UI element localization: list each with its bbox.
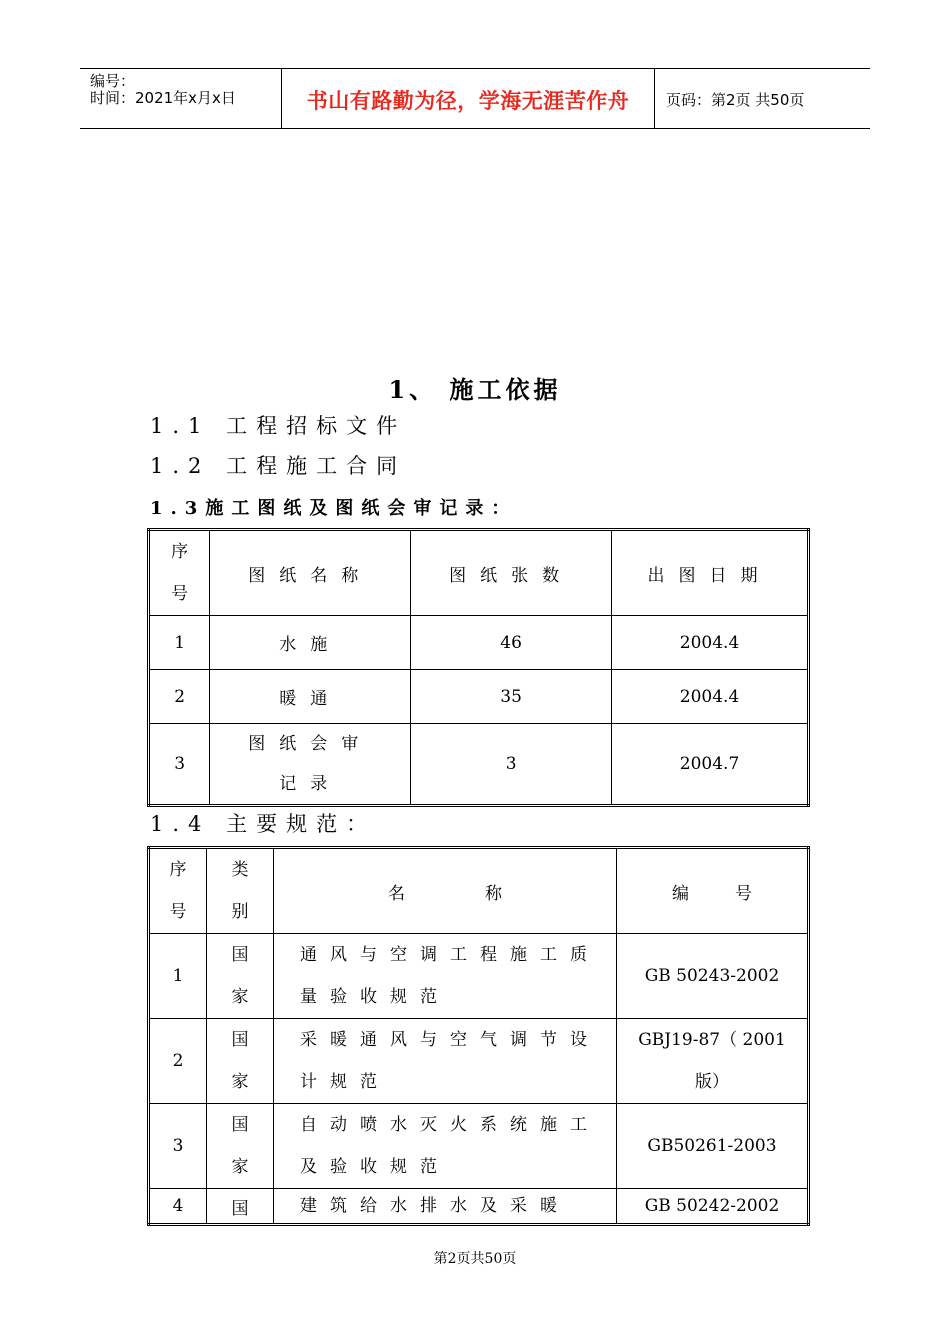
table-header-row	[149, 530, 809, 616]
cell-code: GB50261-2003	[617, 1104, 809, 1189]
cell-name: 水施	[210, 616, 411, 670]
cell-date: 2004.4	[612, 616, 809, 670]
header-bottom-rule	[80, 128, 870, 129]
header-cell-no	[149, 530, 210, 616]
page-footer: 第2页共50页	[433, 1251, 517, 1267]
header-cell-count: 图纸张数	[411, 530, 612, 616]
header-date-label: 时间：2021年x月x日	[90, 89, 236, 107]
drawings-table	[147, 528, 810, 807]
header-text: 类别	[231, 860, 249, 922]
section-1-1: 1.1 工程招标文件	[150, 414, 407, 438]
cell-no: 2	[149, 670, 210, 724]
header-cell-code: 编号	[617, 848, 809, 934]
header-code-label: 编号：	[90, 72, 136, 90]
cell-code	[617, 1019, 809, 1104]
cell-name-text: 图纸会审记录	[248, 734, 373, 794]
cell-code: GB 50242-2002	[617, 1189, 809, 1225]
cell-date: 2004.4	[612, 670, 809, 724]
cell-cat-text: 国家	[231, 1030, 249, 1092]
header-motto: 书山有路勤为径，学海无涯苦作舟	[306, 89, 630, 113]
cell-cat	[207, 1104, 274, 1189]
cell-no: 1	[149, 934, 207, 1019]
table-row	[149, 934, 809, 1019]
header-divider-right	[654, 68, 655, 128]
header-text: 序号	[169, 860, 187, 922]
cell-count: 46	[411, 616, 612, 670]
table-row	[149, 1019, 809, 1104]
section-1-4: 1.4 主要规范：	[150, 812, 377, 836]
table-row	[149, 616, 809, 670]
cell-no: 2	[149, 1019, 207, 1104]
cell-name: 采暖通风与空气调节设计规范	[274, 1019, 617, 1104]
cell-name: 通风与空调工程施工质量验收规范	[274, 934, 617, 1019]
table-row	[149, 1189, 809, 1225]
cell-name: 暖通	[210, 670, 411, 724]
cell-name	[210, 724, 411, 806]
table-row	[149, 670, 809, 724]
cell-code-text: GBJ19-87（ 2001版）	[638, 1030, 786, 1092]
cell-count: 35	[411, 670, 612, 724]
cell-name: 建筑给水排水及采暖	[274, 1189, 617, 1225]
section-1-3: 1.3施工图纸及图纸会审记录：	[150, 498, 518, 519]
header-text: 序号	[171, 542, 189, 604]
section-1-2: 1.2 工程施工合同	[150, 454, 407, 478]
cell-no: 3	[149, 1104, 207, 1189]
cell-cat	[207, 934, 274, 1019]
header-cell-date: 出图日期	[612, 530, 809, 616]
standards-table	[147, 846, 810, 1226]
header-cell-name: 图纸名称	[210, 530, 411, 616]
cell-code: GB 50243-2002	[617, 934, 809, 1019]
cell-name: 自动喷水灭火系统施工及验收规范	[274, 1104, 617, 1189]
cell-date: 2004.7	[612, 724, 809, 806]
header-cell-cat	[207, 848, 274, 934]
cell-cat	[207, 1019, 274, 1104]
header-page-label: 页码：第2页 共50页	[666, 91, 805, 109]
table-row	[149, 1104, 809, 1189]
table-row	[149, 724, 809, 806]
header-cell-name: 名称	[274, 848, 617, 934]
header-top-rule	[80, 68, 870, 69]
cell-no: 4	[149, 1189, 207, 1225]
cell-cat-text: 国家	[231, 1115, 249, 1177]
cell-count: 3	[411, 724, 612, 806]
table-header-row	[149, 848, 809, 934]
cell-cat: 国	[207, 1189, 274, 1225]
cell-cat-text: 国家	[231, 945, 249, 1007]
section-title: 1、 施工依据	[388, 375, 562, 404]
cell-no: 1	[149, 616, 210, 670]
header-cell-no	[149, 848, 207, 934]
cell-no: 3	[149, 724, 210, 806]
